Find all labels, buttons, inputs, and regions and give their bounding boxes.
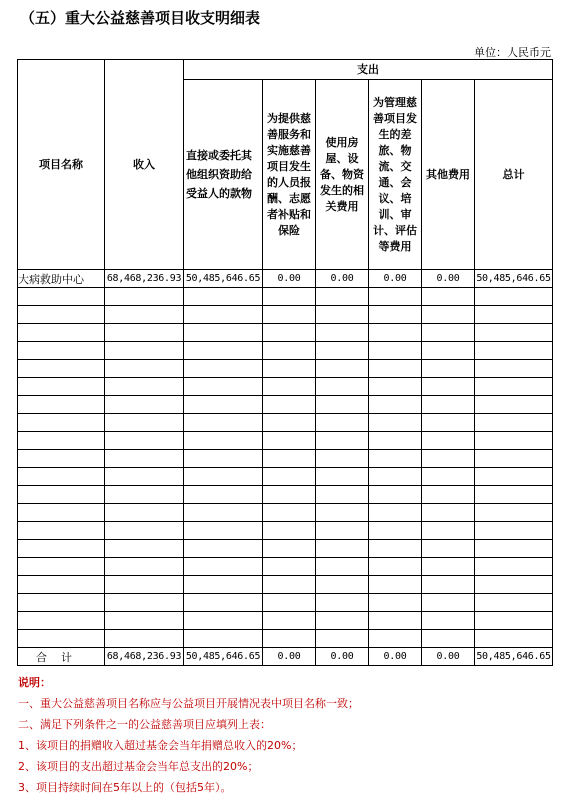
cell-other-cost: 0.00 [422, 270, 475, 288]
empty-cell [475, 612, 553, 630]
empty-cell [316, 288, 369, 306]
header-other-cost: 其他费用 [422, 80, 475, 270]
empty-cell [18, 468, 105, 486]
empty-cell [475, 504, 553, 522]
empty-cell [316, 342, 369, 360]
empty-cell [18, 450, 105, 468]
note-line: 二、满足下列条件之一的公益慈善项目应填列上表： [18, 718, 271, 731]
empty-cell [475, 630, 553, 648]
empty-cell [422, 324, 475, 342]
empty-cell [316, 468, 369, 486]
empty-cell [316, 414, 369, 432]
empty-row [18, 558, 553, 576]
empty-cell [369, 594, 422, 612]
total-management-cost: 0.00 [369, 648, 422, 666]
empty-cell [422, 342, 475, 360]
empty-cell [422, 414, 475, 432]
header-total: 总计 [475, 80, 553, 270]
empty-cell [369, 324, 422, 342]
empty-cell [184, 450, 263, 468]
empty-cell [263, 594, 316, 612]
empty-cell [18, 414, 105, 432]
empty-cell [18, 540, 105, 558]
header-income: 收入 [105, 60, 184, 270]
empty-row [18, 378, 553, 396]
empty-cell [18, 360, 105, 378]
empty-cell [18, 288, 105, 306]
empty-row [18, 306, 553, 324]
empty-cell [18, 306, 105, 324]
header-direct-aid: 直接或委托其他组织资助给受益人的款物 [184, 80, 263, 270]
empty-cell [105, 378, 184, 396]
empty-cell [369, 504, 422, 522]
empty-cell [105, 630, 184, 648]
table-row [18, 270, 553, 288]
empty-cell [369, 450, 422, 468]
empty-cell [184, 306, 263, 324]
notes-heading: 说明： [18, 676, 51, 689]
empty-cell [105, 414, 184, 432]
empty-row [18, 468, 553, 486]
empty-row [18, 540, 553, 558]
empty-cell [422, 432, 475, 450]
total-staff-cost: 0.00 [263, 648, 316, 666]
empty-cell [184, 360, 263, 378]
empty-cell [105, 450, 184, 468]
empty-cell [184, 468, 263, 486]
empty-row [18, 342, 553, 360]
empty-cell [263, 522, 316, 540]
empty-cell [475, 450, 553, 468]
cell-project-name: 大病救助中心 [18, 270, 105, 288]
empty-cell [263, 342, 316, 360]
empty-cell [369, 576, 422, 594]
empty-cell [18, 432, 105, 450]
cell-property-cost: 0.00 [316, 270, 369, 288]
empty-cell [18, 324, 105, 342]
empty-cell [184, 540, 263, 558]
empty-cell [475, 432, 553, 450]
empty-cell [105, 360, 184, 378]
empty-cell [105, 306, 184, 324]
note-line: 一、重大公益慈善项目名称应与公益项目开展情况表中项目名称一致； [18, 697, 359, 710]
empty-cell [475, 288, 553, 306]
empty-cell [475, 378, 553, 396]
empty-cell [475, 558, 553, 576]
note-line: 1、该项目的捐赠收入超过基金会当年捐赠总收入的20%； [18, 739, 303, 752]
empty-cell [263, 468, 316, 486]
cell-direct-aid: 50,485,646.65 [184, 270, 263, 288]
header-property-cost: 使用房屋、设备、物资发生的相关费用 [316, 80, 369, 270]
empty-cell [105, 576, 184, 594]
empty-cell [369, 558, 422, 576]
empty-cell [105, 396, 184, 414]
empty-cell [316, 540, 369, 558]
total-direct-aid: 50,485,646.65 [184, 648, 263, 666]
empty-cell [422, 576, 475, 594]
empty-cell [316, 306, 369, 324]
empty-cell [369, 378, 422, 396]
empty-cell [105, 288, 184, 306]
empty-row [18, 522, 553, 540]
total-total: 50,485,646.65 [475, 648, 553, 666]
empty-cell [422, 504, 475, 522]
empty-cell [316, 360, 369, 378]
empty-cell [422, 378, 475, 396]
empty-cell [105, 324, 184, 342]
empty-cell [105, 342, 184, 360]
empty-cell [184, 486, 263, 504]
empty-cell [263, 360, 316, 378]
empty-cell [18, 594, 105, 612]
empty-cell [184, 522, 263, 540]
empty-cell [369, 522, 422, 540]
empty-cell [105, 594, 184, 612]
empty-cell [369, 342, 422, 360]
empty-cell [263, 540, 316, 558]
cell-management-cost: 0.00 [369, 270, 422, 288]
empty-cell [422, 288, 475, 306]
empty-cell [105, 504, 184, 522]
empty-cell [475, 486, 553, 504]
empty-cell [316, 378, 369, 396]
empty-cell [422, 558, 475, 576]
empty-cell [105, 522, 184, 540]
empty-cell [184, 576, 263, 594]
empty-cell [475, 522, 553, 540]
empty-cell [18, 612, 105, 630]
empty-cell [105, 432, 184, 450]
empty-row [18, 594, 553, 612]
header-management-cost: 为管理慈善项目发生的差旅、物流、交通、会议、培训、审计、评估等费用 [369, 80, 422, 270]
empty-cell [369, 612, 422, 630]
empty-row [18, 414, 553, 432]
empty-cell [263, 630, 316, 648]
total-other-cost: 0.00 [422, 648, 475, 666]
empty-cell [18, 630, 105, 648]
empty-cell [316, 522, 369, 540]
empty-cell [105, 468, 184, 486]
empty-cell [105, 612, 184, 630]
empty-row [18, 450, 553, 468]
empty-cell [184, 432, 263, 450]
notes-section [18, 672, 359, 798]
empty-cell [369, 306, 422, 324]
empty-cell [105, 558, 184, 576]
empty-row [18, 324, 553, 342]
empty-cell [263, 612, 316, 630]
empty-row [18, 612, 553, 630]
empty-cell [184, 558, 263, 576]
empty-cell [18, 576, 105, 594]
empty-cell [263, 324, 316, 342]
empty-cell [184, 324, 263, 342]
empty-cell [422, 450, 475, 468]
empty-cell [184, 378, 263, 396]
empty-cell [369, 414, 422, 432]
empty-cell [316, 486, 369, 504]
empty-cell [18, 486, 105, 504]
header-staff-cost: 为提供慈善服务和实施慈善项目发生的人员报酬、志愿者补贴和保险 [263, 80, 316, 270]
empty-row [18, 504, 553, 522]
empty-cell [369, 540, 422, 558]
empty-cell [263, 432, 316, 450]
empty-cell [263, 450, 316, 468]
empty-cell [263, 558, 316, 576]
empty-cell [422, 594, 475, 612]
empty-cell [316, 558, 369, 576]
empty-cell [475, 468, 553, 486]
empty-cell [184, 630, 263, 648]
empty-cell [18, 504, 105, 522]
empty-cell [316, 576, 369, 594]
empty-row [18, 486, 553, 504]
empty-cell [184, 594, 263, 612]
empty-cell [369, 396, 422, 414]
empty-row [18, 630, 553, 648]
empty-cell [369, 432, 422, 450]
empty-cell [263, 288, 316, 306]
empty-cell [369, 360, 422, 378]
note-line: 2、该项目的支出超过基金会当年总支出的20%； [18, 760, 259, 773]
empty-cell [422, 360, 475, 378]
empty-cell [184, 414, 263, 432]
empty-cell [316, 396, 369, 414]
empty-cell [422, 522, 475, 540]
header-expense: 支出 [184, 60, 553, 80]
empty-cell [316, 630, 369, 648]
empty-cell [18, 558, 105, 576]
empty-cell [369, 288, 422, 306]
empty-cell [263, 576, 316, 594]
cell-total: 50,485,646.65 [475, 270, 553, 288]
empty-cell [263, 504, 316, 522]
empty-cell [184, 612, 263, 630]
cell-income: 68,468,236.93 [105, 270, 184, 288]
empty-cell [316, 432, 369, 450]
empty-cell [263, 378, 316, 396]
empty-cell [422, 396, 475, 414]
empty-cell [184, 396, 263, 414]
empty-cell [316, 612, 369, 630]
empty-cell [422, 468, 475, 486]
empty-cell [18, 342, 105, 360]
empty-row [18, 360, 553, 378]
empty-cell [263, 414, 316, 432]
total-label: 合计 [18, 648, 105, 666]
empty-cell [369, 630, 422, 648]
empty-cell [316, 324, 369, 342]
empty-cell [422, 630, 475, 648]
empty-cell [263, 396, 316, 414]
empty-cell [475, 594, 553, 612]
note-line: 3、项目持续时间在5年以上的（包括5年）。 [18, 781, 232, 794]
empty-cell [263, 306, 316, 324]
empty-cell [475, 540, 553, 558]
empty-cell [475, 306, 553, 324]
empty-cell [475, 324, 553, 342]
empty-cell [263, 486, 316, 504]
empty-cell [475, 396, 553, 414]
empty-cell [475, 576, 553, 594]
empty-row [18, 432, 553, 450]
income-expense-table [17, 59, 553, 666]
empty-cell [422, 306, 475, 324]
empty-cell [105, 540, 184, 558]
empty-cell [18, 378, 105, 396]
empty-row [18, 576, 553, 594]
empty-row [18, 396, 553, 414]
empty-cell [369, 486, 422, 504]
empty-cell [422, 540, 475, 558]
empty-cell [475, 360, 553, 378]
empty-cell [369, 468, 422, 486]
empty-cell [184, 342, 263, 360]
empty-cell [18, 396, 105, 414]
page-title: （五）重大公益慈善项目收支明细表 [20, 9, 261, 27]
header-project-name: 项目名称 [18, 60, 105, 270]
total-income: 68,468,236.93 [105, 648, 184, 666]
empty-cell [422, 612, 475, 630]
empty-cell [18, 522, 105, 540]
empty-row [18, 288, 553, 306]
empty-cell [316, 450, 369, 468]
total-row [18, 648, 553, 666]
empty-cell [105, 486, 184, 504]
empty-cell [184, 504, 263, 522]
cell-staff-cost: 0.00 [263, 270, 316, 288]
empty-cell [316, 594, 369, 612]
empty-cell [475, 342, 553, 360]
empty-cell [316, 504, 369, 522]
currency-unit: 单位：人民币元 [474, 46, 551, 59]
empty-cell [475, 414, 553, 432]
empty-cell [184, 288, 263, 306]
empty-cell [422, 486, 475, 504]
total-property-cost: 0.00 [316, 648, 369, 666]
